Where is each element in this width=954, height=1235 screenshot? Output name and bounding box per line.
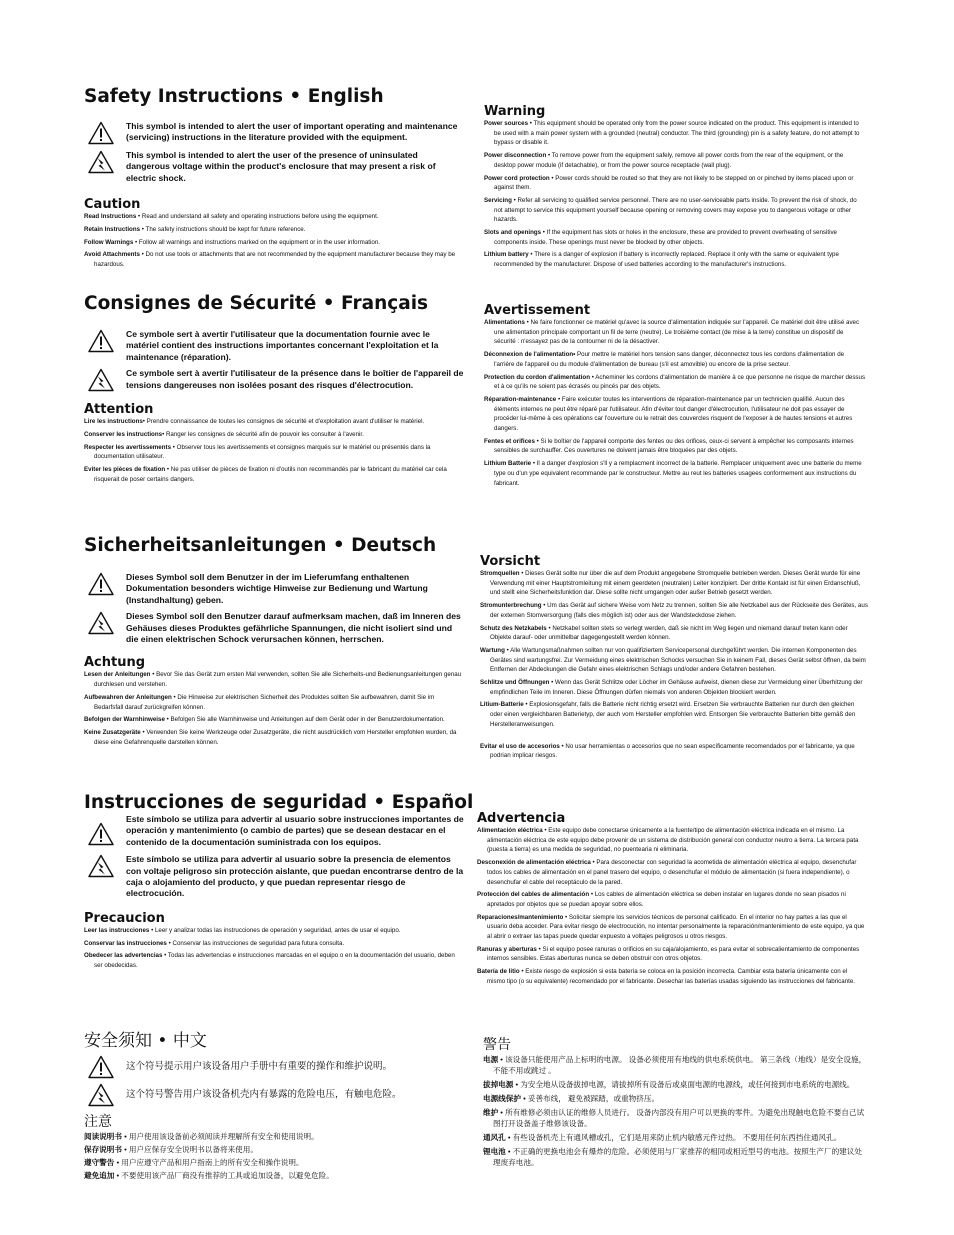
symbol-row xyxy=(84,1083,464,1107)
warning-heading: Warning xyxy=(484,104,546,119)
list-item: Power cord protection • Power cords should be routed so that they are not likely to be stepped on or pinched by items placed upon or against them. xyxy=(484,174,854,192)
list-item: 通风孔 • 有些设备机壳上有通风槽或孔，它们是用来防止机内敏感元件过热。 不要用任何东西挡住通风孔。 xyxy=(483,1133,842,1142)
exclamation-triangle-icon xyxy=(84,329,118,353)
symbol-row xyxy=(84,814,464,848)
symbol-description: Ce symbole sert à avertir l'utilisateur que la documentation fournie avec le matériel contient des instructions importantes concernant l'exploitation et la maintenance (réparation). xyxy=(126,329,439,362)
section-title: 安全须知 • 中文 xyxy=(84,1031,207,1051)
caution-heading: Precaucion xyxy=(84,910,165,926)
list-item: Lesen der Anleitungen • Bevor Sie das Gerät zum ersten Mal verwenden, sollten Sie alle Sicherheits-und Bedienungsanleitungen genau durchlesen und verstehen. xyxy=(84,671,462,689)
list-item: Stromunterbrechung • Um das Gerät auf sichere Weise vom Netz zu trennen, sollten Sie alle Netzkabel aus der Rückseite des Gerätes, aus der externen Stomversorgung (falls dies möglich ist) oder aus der Wandsteckdose ziehen. xyxy=(480,602,868,619)
list-item: 维护 • 所有维修必须由认证的维修人员进行。 设备内部没有用户可以更换的零件。为避免出现触电危险不要自己试图打开设备盖子维修该设备。 xyxy=(483,1108,865,1128)
list-item: 保存说明书 • 用户应保存安全说明书以备将来使用。 xyxy=(84,1145,258,1154)
exclamation-triangle-icon xyxy=(84,121,118,145)
spanish-safety-section xyxy=(84,792,474,974)
exclamation-triangle-icon xyxy=(84,822,118,846)
lightning-triangle-icon xyxy=(84,854,118,878)
symbol-description: Dieses Symbol soll den Benutzer darauf aufmerksam machen, daß im Inneren des Gehäuses dieses Produktes gefährliche Spannungen, die nicht isoliert sind und die einen elektrischen Schock verursachen können, herrschen. xyxy=(126,611,461,645)
lightning-triangle-icon xyxy=(84,1083,118,1107)
list-item: Déconnexion de l'alimentation• Pour mettre le matériel hors tension sans danger, déconnectez tous les cordons d'alimentation de l'arrière de l'appareil ou du module d'alimentation de bureau (s'il est amovible) ou encore de la prise secteur. xyxy=(484,351,845,368)
list-item: 遵守警告 • 用户应遵守产品和用户指南上的所有安全和操作说明。 xyxy=(84,1158,304,1167)
list-item: Schlitze und Öffnungen • Wenn das Gerät Schlitze oder Löcher im Gehäuse aufweist, dienen diese zur Vermeidung einer Überhitzung der empfindlichen Teile im Inneren. Diese Öffnungen dürfen niemals von anderen Objekten blockiert werden. xyxy=(480,679,863,696)
symbol-description: This symbol is intended to alert the user of important operating and maintenance (servicing) instructions in the literature provided with the equipment. xyxy=(126,121,458,143)
caution-heading: Caution xyxy=(84,197,141,213)
list-item: 拔掉电源 • 为安全地从设备拔掉电源，请拔掉所有设备后或桌面电源的电源线，或任何接到市电系统的电源线。 xyxy=(483,1080,855,1089)
list-item: Alimentations • Ne faire fonctionner ce matériel qu'avec la source d'alimentation indiquée sur l'appareil. Ce matériel doit être utilisé avec une alimentation principale comportant un fil de terre (neutre). Le troisième contact (de mise à la terre) constitue un dispositif de sécurité : n'essayez pas de la contourner ni de la désactiver. xyxy=(484,319,860,346)
symbol-row xyxy=(84,368,464,392)
list-item: Power disconnection • To remove power from the equipment safely, remove all power cords from the rear of the equipment, or the desktop power module (if detachable), or from the power source receptacle (wall plug). xyxy=(484,152,844,169)
symbol-description: Este símbolo se utiliza para advertir al usuario sobre la presencia de elementos con voltaje peligroso sin protección aislante, que puedan encontrarse dentro de la caja o alojamiento del producto, y que puedan representar riesgo de electrocución. xyxy=(126,854,464,899)
list-item: Protección del cables de alimentación • Los cables de alimentación eléctrica se deben instalar en lugares donde no sean pisados ni apretados por objetos que se puedan apoyar sobre ellos. xyxy=(477,891,846,908)
symbol-row xyxy=(84,1055,464,1079)
english-warning-section xyxy=(484,104,866,273)
list-item: Befolgen der Warnhinweise • Befolgen Sie alle Warnhinweise und Anleitungen auf dem Gerät oder in der Benutzerdokumentation. xyxy=(84,716,445,724)
french-warning-section xyxy=(484,303,866,491)
list-item: Slots and openings • If the equipment has slots or holes in the enclosure, these are provided to prevent overheating of sensitive components inside. These openings must never be blocked by other objects. xyxy=(484,229,837,246)
list-item: Keine Zusatzgeräte • Verwenden Sie keine Werkzeuge oder Zusatzgeräte, die nicht ausdrücklich vom Hersteller empfohlen wurden, da diese eine Gefahrenquelle darstellen können. xyxy=(84,728,457,746)
symbol-description: 这个符号警告用户该设备机壳内有暴露的危险电压，有触电危险。 xyxy=(126,1089,402,1101)
list-item: Reparaciones/mantenimiento • Solicitar siempre los servicios técnicos de personal calificado. En el interior no hay partes a las que el usuario deba acceder. Para evitar riesgo de electrocución, no intentar personalmente la reparación/mantenimiento de este equipo, ya que al abrir o extraer las tapas puede quedar expuesto a voltajes peligrosos u otros riesgos. xyxy=(477,913,865,941)
list-item: Réparation-maintenance • Faire exécuter toutes les interventions de réparation-maintenance par un technicien qualifié. Aucun des éléments internes ne peut être réparé par l'utilisateur. Afin d'éviter tout danger d'électrocution, l'utilisateur ne doit pas essayer de procéder lui-même à ces opérations car l'ouverture ou le retrait des couvercles risquent de l'exposer à de hautes tensions et autres dangers. xyxy=(484,395,853,433)
list-item: 避免追加 • 不要使用该产品厂商没有推荐的工具或追加设备，以避免危险。 xyxy=(84,1171,334,1180)
lightning-triangle-icon xyxy=(84,611,118,635)
section-title: Safety Instructions • English xyxy=(84,86,384,107)
warning-heading: Avertissement xyxy=(484,303,591,318)
list-item: Power sources • This equipment should be operated only from the power source indicated on the product. This equipment is intended to be used with a main power system with a grounded (neutral) conductor. The third (grounding) pin is a safety feature, do not attempt to bypass or disable it. xyxy=(484,120,860,147)
symbol-row xyxy=(84,611,464,645)
list-item: Batería de litio • Existe riesgo de explosión si esta batería se coloca en la posición incorrecta. Cambiar esta batería únicamente con el mismo tipo (o su equivalente) recomendado por el fabricante. Desechar las baterías usadas siguiendo las instrucciones del fabricante. xyxy=(477,968,856,985)
warning-heading: Advertencia xyxy=(477,811,566,826)
list-item: Desconexión de alimentación eléctrica • Para desconectar con seguridad la acometida de alimentación eléctrica al equipo, desenchufar todos los cables de alimentación en el panel trasero del equipo, o desenchufar el módulo de alimentación (si fuera independiente), o desenchufar el cable del receptáculo de la pared. xyxy=(477,859,857,886)
list-item: 电源 • 该设备只能使用产品上标明的电源。 设备必须使用有地线的供电系统供电。 第三条线（地线）是安全设施，不能不用或跳过 。 xyxy=(483,1055,867,1075)
list-item: Wartung • Alle Wartungsmaßnahmen sollten nur von qualifiziertem Servicepersonal durchgeführt werden. Die internen Komponenten des Gerätes sind wartungsfrei. Zur Vermeidung eines elektrischen Schocks versuchen Sie in keinem Fall, dieses Gerät selbst öffnen, da beim Entfernen der Abdeckungen die Gefahr eines elektrischen Schlags und/oder andere Gefahren bestehen. xyxy=(480,646,866,674)
exclamation-triangle-icon xyxy=(84,1055,118,1079)
german-warning-section xyxy=(480,554,868,764)
list-item: Aufbewahren der Anleitungen • Die Hinweise zur elektrischen Sicherheit des Produktes sollten Sie aufbewahren, damit Sie im Bedarfsfall darauf zurückgreifen können. xyxy=(84,693,435,711)
list-item: Eviter les pièces de fixation • Ne pas utiliser de pièces de fixation ni d'outils non recommandés par le fabricant du matériel car cela risquerait de poser certains dangers. xyxy=(84,466,447,483)
list-item: Stromquellen • Dieses Gerät sollte nur über die auf dem Produkt angegebene Stromquelle betrieben werden. Dieses Gerät wurde für eine Verwendung mit einer Hauptstromleitung mit einem geerdeten (neutralen) Leiter konzipiert. Der dritte Kontakt ist für einen Erdanschluß, und stellt eine Sicherheitsfunktion dar. Diese sollte nicht umgangen oder außer Betrieb gesetzt werden. xyxy=(480,570,861,597)
list-item: Lire les instructions• Prendre connaissance de toutes les consignes de sécurité et d'exploitation avant d'utiliser le matériel. xyxy=(84,418,425,426)
list-item: Evitar el uso de accesorios • No usar herramientas o accesorios que no sean específicamente recomendados por el fabricante, ya que podrian implicar riesgos. xyxy=(480,742,855,760)
section-title: Sicherheitsanleitungen • Deutsch xyxy=(84,535,437,556)
list-item: Lithium battery • There is a danger of explosion if battery is incorrectly replaced. Replace it only with the same or equivalent type recommended by the manufacturer. Dispose of used batteries according to the manufacturer's instructions. xyxy=(484,251,839,269)
symbol-description: Dieses Symbol soll dem Benutzer in der im Lieferumfang enthaltenen Dokumentation besonders wichtige Hinweise zur Bedienung und Wartung (Instandhaltung) geben. xyxy=(126,572,428,605)
list-item: Conserver les instructions• Ranger les consignes de sécurité afin de pouvoir les consulter à l'avenir. xyxy=(84,430,364,438)
list-item: Litium-Batterie • Explosionsgefahr, falls die Batterie nicht richtig ersetzt wird. Ersetzen Sie verbrauchte Batterien nur durch den gleichen oder einen vergleichbaren Batterietyp, der auch vom Hersteller empfohlen wird. Entsorgen Sie verbrauchte Batterien bitte gemäß den Herstelleranweisungen. xyxy=(480,701,856,728)
list-item: Conservar las instrucciones • Conservar las instrucciones de seguridad para futura consulta. xyxy=(84,939,345,947)
warning-heading: Vorsicht xyxy=(480,554,541,569)
list-item: Read Instructions • Read and understand all safety and operating instructions before using the equipment. xyxy=(84,213,379,221)
list-item: Ranuras y aberturas • Si el equipo posee ranuras o orificios en su caja/alojamiento, es para evitar el sobrecalientamiento de componentes internos sensibles. Estas aberturas nunca se deben obstruir con otros objetos. xyxy=(477,945,860,963)
list-item: Lithium Batterie • Il a danger d'explosion s'll y a remplacment incorrect de la batterie. Remplacer uniquement avec une batterie du meme type ou d'un ype equivalent recommande par le constructeur. Mettre au reut les batteries usagees conformement aux instructions du fabricant. xyxy=(484,460,862,487)
list-item: Schutz des Netzkabels • Netzkabel sollten stets so verlegt werden, daß sie nicht im Weg liegen und niemand darauf treten kann oder Objekte darauf- oder unmittelbar dagegengestellt werden können. xyxy=(480,624,848,642)
list-item: Avoid Attachments • Do not use tools or attachments that are not recommended by the equipment manufacturer because they may be hazardous. xyxy=(84,251,456,269)
list-item: Respecter les avertissements • Observer tous les avertissements et consignes marqués sur le matériel ou présentés dans la documentation utilisateur. xyxy=(84,443,431,461)
caution-heading: Achtung xyxy=(84,655,146,671)
symbol-description: Ce symbole sert à avertir l'utilisateur de la présence dans le boîtier de l'appareil de tensions dangereuses non isolées posant des risques d'électrocution. xyxy=(126,368,464,390)
english-safety-section xyxy=(84,86,464,273)
list-item: Alimentación eléctrica • Este equipo debe conectarse únicamente a la fuente/tipo de alimentación eléctrica indicada en el mismo. La alimentación eléctrica de este equipo debe provenir de un sistema de distribución general con conductor neutro a tierra. La tercera pata (puesta a tierra) es una medida de seguridad, no puentearia ni eliminaria. xyxy=(477,827,859,854)
chinese-warning-section xyxy=(483,1034,867,1171)
list-item: 阅读说明书 • 用户使用该设备前必须阅读并理解所有安全和使用说明。 xyxy=(84,1132,319,1141)
symbol-description: Este símbolo se utiliza para advertir al usuario sobre instrucciones importantes de operación y mantenimiento (o cambio de partes) que se desean destacar en el contenido de la documentación suministrada con los equipos. xyxy=(126,814,464,847)
exclamation-triangle-icon xyxy=(84,572,118,596)
german-safety-section xyxy=(84,535,464,750)
symbol-row xyxy=(84,121,464,145)
caution-heading: Attention xyxy=(84,402,154,418)
caution-heading: 注意 xyxy=(84,1114,112,1130)
lightning-triangle-icon xyxy=(84,368,118,392)
list-item: Fentes et orifices • Si le boîtier de l'appareil comporte des fentes ou des orifices, ceux-ci servent à empêcher les composants internes sensibles de surchauffer. Ces ouvertures ne doivent jamais être bloquées par des objets. xyxy=(484,437,854,455)
symbol-description: 这个符号提示用户该设备用户手册中有重要的操作和维护说明。 xyxy=(126,1061,393,1073)
warning-heading: 警告 xyxy=(483,1037,511,1053)
section-title: Consignes de Sécurité • Français xyxy=(84,293,429,314)
list-item: Follow Warnings • Follow all warnings and instructions marked on the equipment or in the user information. xyxy=(84,238,380,246)
symbol-row xyxy=(84,329,464,363)
list-item: 电源线保护 • 妥善布线， 避免被踩踏，或重物挤压。 xyxy=(483,1094,660,1103)
symbol-row xyxy=(84,572,464,606)
list-item: Retain Instructions • The safety instructions should be kept for future reference. xyxy=(84,225,306,233)
symbol-row xyxy=(84,854,464,900)
spanish-warning-section xyxy=(477,811,867,990)
list-item: Protection du cordon d'alimentation • Acheminer les cordons d'alimentation de manière à ce que personne ne risque de marcher dessus et à ce qu'ils ne soient pas écrasés ou pincés par des objets. xyxy=(484,373,866,391)
list-item: 锂电池 • 不正确的更换电池会有爆炸的危险。必须使用与厂家推荐的相同或相近型号的电池。按照生产厂的建议处理废弃电池。 xyxy=(483,1147,862,1167)
list-item: Leer las instrucciones • Leer y analizar todas las instrucciones de operación y seguridad, antes de usar el equipo. xyxy=(84,926,401,934)
lightning-triangle-icon xyxy=(84,150,118,174)
chinese-safety-section xyxy=(84,1026,464,1183)
list-item: Servicing • Refer all servicing to qualified service personnel. There are no user-serviceable parts inside. To prevent the risk of shock, do not attempt to service this equipment yourself because opening or removing covers may expose you to dangerous voltage or other hazards. xyxy=(484,196,857,224)
french-safety-section xyxy=(84,293,464,487)
list-item: Obedecer las advertencias • Todas las advertencias e instrucciones marcadas en el equipo o en la documentación del usuario, deben ser obedecidas. xyxy=(84,952,455,969)
section-title: Instrucciones de seguridad • Español xyxy=(84,792,474,813)
symbol-row xyxy=(84,150,464,184)
symbol-description: This symbol is intended to alert the user of the presence of uninsulated dangerous voltage within the product's enclosure that may present a risk of electric shock. xyxy=(126,150,436,183)
